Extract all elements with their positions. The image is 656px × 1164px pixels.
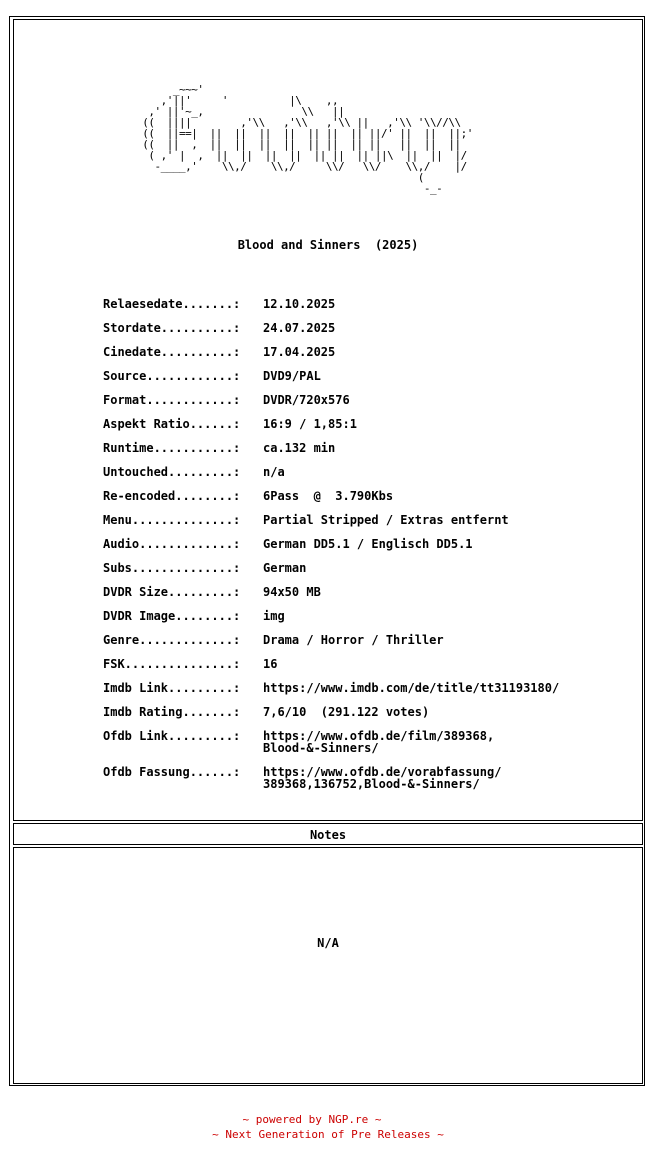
- info-key: Ofdb Fassung......:: [103, 765, 241, 779]
- info-value: 94x50 MB: [263, 585, 321, 599]
- info-row-subs: [103, 562, 559, 574]
- info-row-aspect-ratio: [103, 418, 559, 430]
- info-key: Stordate..........:: [103, 321, 241, 335]
- info-row-fsk: [103, 658, 559, 670]
- info-value: 12.10.2025: [263, 297, 336, 311]
- info-row-releasedate: [103, 298, 559, 310]
- info-row-imdb-rating: [103, 706, 559, 718]
- info-row-dvdr-image: [103, 610, 559, 622]
- release-info-list: [103, 298, 559, 802]
- info-key: Audio.............:: [103, 537, 241, 551]
- group-logo-ascii: _~~~' ,'||' ' |\ ,, ,' ||'~_, \\ || (( |||| ,'\\ ,'\\ ,'\\ || ,'\\ '\\//\\ (( ||==| || || || || || || || ||/' || || ||;' (( || , || || || || || || || || || || || ( ,' | , || || || || || || || ||\ || || |/ -____,' \\,/ \\,/ \\/ \\/ \\,/ |/ ( -_-: [142, 83, 473, 195]
- info-value: Drama / Horror / Thriller: [263, 633, 444, 647]
- imdb-link[interactable]: https://www.imdb.com/de/title/tt31193180/: [263, 681, 560, 695]
- info-row-cinedate: [103, 346, 559, 358]
- footer-tagline: ~ Next Generation of Pre Releases ~: [212, 1128, 444, 1141]
- info-value: Partial Stripped / Extras entfernt: [263, 513, 509, 527]
- info-value: 7,6/10 (291.122 votes): [263, 705, 430, 719]
- info-key: Aspekt Ratio......:: [103, 417, 241, 431]
- notes-header: [13, 823, 643, 845]
- info-value: 6Pass @ 3.790Kbs: [263, 489, 394, 503]
- info-value: DVDR/720x576: [263, 393, 350, 407]
- info-row-stordate: [103, 322, 559, 334]
- info-row-imdb-link: [103, 682, 559, 694]
- info-value: DVD9/PAL: [263, 369, 321, 383]
- info-key: DVDR Size.........:: [103, 585, 241, 599]
- info-value: German DD5.1 / Englisch DD5.1: [263, 537, 473, 551]
- info-row-ofdb-fassung: [103, 766, 559, 790]
- info-key: Relaesedate.......:: [103, 297, 241, 311]
- info-value: 17.04.2025: [263, 345, 336, 359]
- info-key: Genre.............:: [103, 633, 241, 647]
- notes-body: [13, 847, 643, 1084]
- info-key: Re-encoded........:: [103, 489, 241, 503]
- info-value: 16:9 / 1,85:1: [263, 417, 357, 431]
- info-key: DVDR Image........:: [103, 609, 241, 623]
- info-row-source: [103, 370, 559, 382]
- info-value: German: [263, 561, 307, 575]
- info-row-format: [103, 394, 559, 406]
- info-key: Imdb Link.........:: [103, 681, 241, 695]
- info-key: Ofdb Link.........:: [103, 729, 241, 743]
- info-row-dvdr-size: [103, 586, 559, 598]
- info-row-untouched: [103, 466, 559, 478]
- info-key: Imdb Rating.......:: [103, 705, 241, 719]
- info-key: Runtime...........:: [103, 441, 241, 455]
- ofdb-link[interactable]: https://www.ofdb.de/film/389368, Blood-&-Sinners/: [263, 729, 495, 755]
- notes-text: N/A: [317, 936, 339, 950]
- info-value: img: [263, 609, 285, 623]
- ofdb-fassung-link[interactable]: https://www.ofdb.de/vorabfassung/ 389368,136752,Blood-&-Sinners/: [263, 765, 502, 791]
- info-key: Untouched.........:: [103, 465, 241, 479]
- info-key: Source............:: [103, 369, 241, 383]
- info-key: FSK...............:: [103, 657, 241, 671]
- info-row-audio: [103, 538, 559, 550]
- info-row-ofdb-link: [103, 730, 559, 754]
- footer-powered-by[interactable]: ~ powered by NGP.re ~: [242, 1113, 382, 1126]
- info-value: ca.132 min: [263, 441, 336, 455]
- info-row-genre: [103, 634, 559, 646]
- info-row-menu: [103, 514, 559, 526]
- info-row-re-encoded: [103, 490, 559, 502]
- info-key: Subs..............:: [103, 561, 241, 575]
- notes-title: Notes: [309, 828, 347, 842]
- info-value: n/a: [263, 465, 285, 479]
- info-key: Format............:: [103, 393, 241, 407]
- info-key: Menu..............:: [103, 513, 241, 527]
- info-row-runtime: [103, 442, 559, 454]
- release-title: Blood and Sinners (2025): [237, 238, 419, 252]
- info-key: Cinedate..........:: [103, 345, 241, 359]
- info-value: 24.07.2025: [263, 321, 336, 335]
- info-value: 16: [263, 657, 278, 671]
